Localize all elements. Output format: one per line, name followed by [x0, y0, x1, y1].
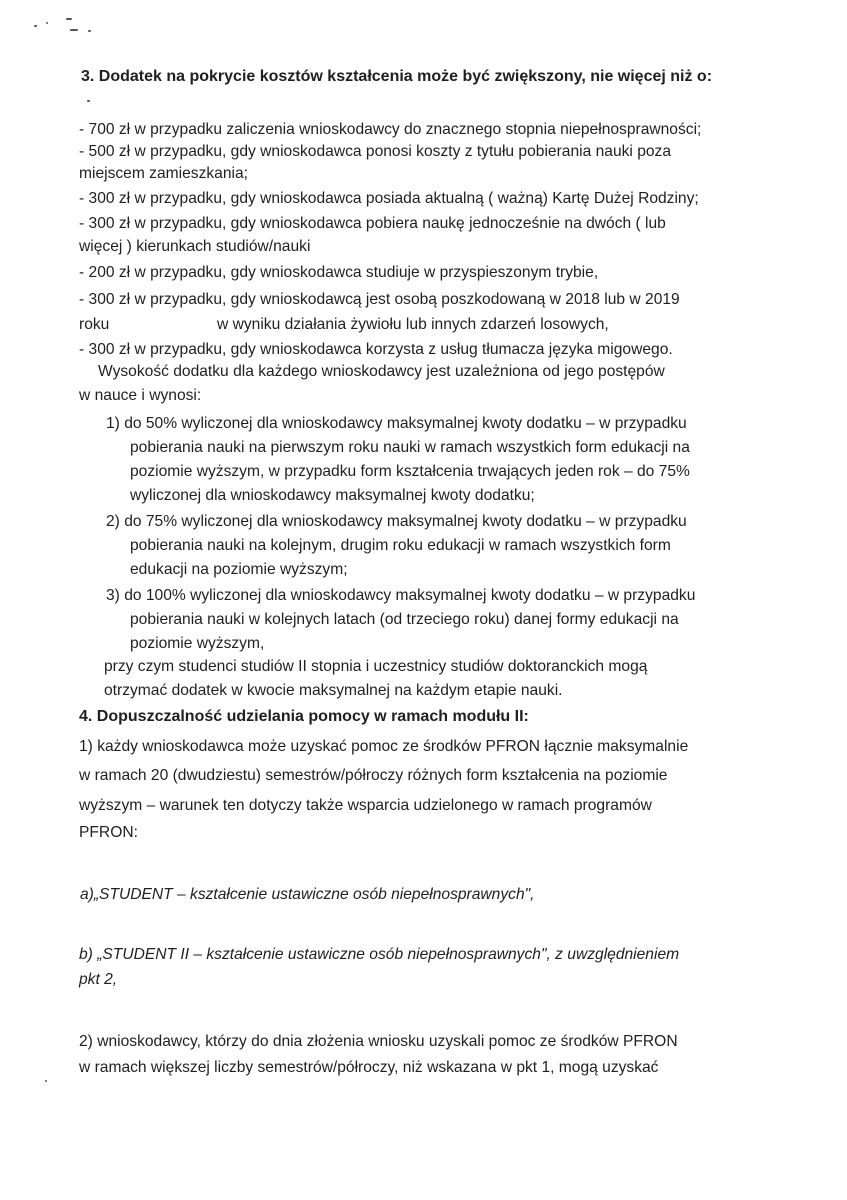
list-item: - 300 zł w przypadku, gdy wnioskodawca posiada aktualną ( ważną) Kartę Dużej Rodziny; — [79, 190, 699, 207]
paragraph-line: PFRON: — [79, 824, 138, 841]
paragraph-line: otrzymać dodatek w kwocie maksymalnej na każdym etapie nauki. — [104, 682, 563, 699]
list-item: roku — [79, 316, 110, 333]
list-item: - 300 zł w przypadku, gdy wnioskodawca pobiera naukę jednocześnie na dwóch ( lub — [79, 215, 666, 232]
section-3-heading: 3. Dodatek na pokrycie kosztów kształcenia może być zwiększony, nie więcej niż o: — [81, 68, 713, 85]
paragraph-line: 1) każdy wnioskodawca może uzyskać pomoc ze środków PFRON łącznie maksymalnie — [79, 738, 689, 755]
list-item: - 700 zł w przypadku zaliczenia wnioskodawcy do znacznego stopnia niepełnosprawności; — [79, 121, 702, 138]
numbered-item: pobierania nauki na kolejnym, drugim roku edukacji w ramach wszystkich form — [130, 537, 671, 554]
list-item: - 300 zł w przypadku, gdy wnioskodawca korzysta z usług tłumacza języka migowego. — [79, 341, 673, 358]
paragraph-line: Wysokość dodatku dla każdego wnioskodawcy jest uzależniona od jego postępów — [98, 363, 665, 380]
program-item-b-title: b) „STUDENT II – kształcenie ustawiczne osób niepełnosprawnych", — [79, 946, 551, 963]
scan-speck — [70, 29, 78, 31]
paragraph-line: w ramach 20 (dwudziestu) semestrów/półroczy różnych form kształcenia na poziomie — [79, 767, 668, 784]
numbered-item: wyliczonej dla wnioskodawcy maksymalnej kwoty dodatku; — [130, 487, 535, 504]
list-item: więcej ) kierunkach studiów/nauki — [79, 238, 311, 255]
paragraph-line: w nauce i wynosi: — [79, 387, 202, 404]
numbered-item: poziomie wyższym, w przypadku form kształcenia trwających jeden rok – do 75% — [130, 463, 690, 480]
numbered-item: 1) do 50% wyliczonej dla wnioskodawcy maksymalnej kwoty dodatku – w przypadku — [106, 415, 687, 432]
paragraph-line: przy czym studenci studiów II stopnia i uczestnicy studiów doktoranckich mogą — [104, 658, 648, 675]
section-4-heading: 4. Dopuszczalność udzielania pomocy w ramach modułu II: — [79, 708, 529, 725]
list-item: miejscem zamieszkania; — [79, 165, 248, 182]
scan-speck — [45, 1080, 47, 1082]
scan-speck — [66, 18, 72, 20]
scan-speck — [46, 22, 48, 24]
paragraph-line: w ramach większej liczby semestrów/półroczy, niż wskazana w pkt 1, mogą uzyskać — [79, 1059, 659, 1076]
program-item-b-cont: pkt 2, — [79, 971, 118, 988]
program-item-a: a)„STUDENT – kształcenie ustawiczne osób niepełnosprawnych", — [80, 886, 535, 903]
list-item: - 500 zł w przypadku, gdy wnioskodawca ponosi koszty z tytułu pobierania nauki poza — [79, 143, 672, 160]
paragraph-line: wyższym – warunek ten dotyczy także wsparcia udzielonego w ramach programów — [79, 797, 652, 814]
list-item: w wyniku działania żywiołu lub innych zdarzeń losowych, — [217, 316, 609, 333]
numbered-item: pobierania nauki na pierwszym roku nauki w ramach wszystkich form edukacji na — [130, 439, 690, 456]
numbered-item: pobierania nauki w kolejnych latach (od trzeciego roku) danej formy edukacji na — [130, 611, 679, 628]
scan-speck — [34, 25, 37, 27]
numbered-item: poziomie wyższym, — [130, 635, 265, 652]
numbered-item: 2) do 75% wyliczonej dla wnioskodawcy maksymalnej kwoty dodatku – w przypadku — [106, 513, 687, 530]
numbered-item: 3) do 100% wyliczonej dla wnioskodawcy maksymalnej kwoty dodatku – w przypadku — [106, 587, 696, 604]
scan-speck — [87, 100, 90, 102]
program-item-b-note: z uwzględnieniem — [550, 946, 680, 963]
scan-speck — [88, 30, 91, 32]
numbered-item: edukacji na poziomie wyższym; — [130, 561, 348, 578]
list-item: - 300 zł w przypadku, gdy wnioskodawcą jest osobą poszkodowaną w 2018 lub w 2019 — [79, 291, 680, 308]
paragraph-line: 2) wnioskodawcy, którzy do dnia złożenia wniosku uzyskali pomoc ze środków PFRON — [79, 1033, 678, 1050]
list-item: - 200 zł w przypadku, gdy wnioskodawca studiuje w przyspieszonym trybie, — [79, 264, 599, 281]
program-item-b — [79, 945, 679, 965]
